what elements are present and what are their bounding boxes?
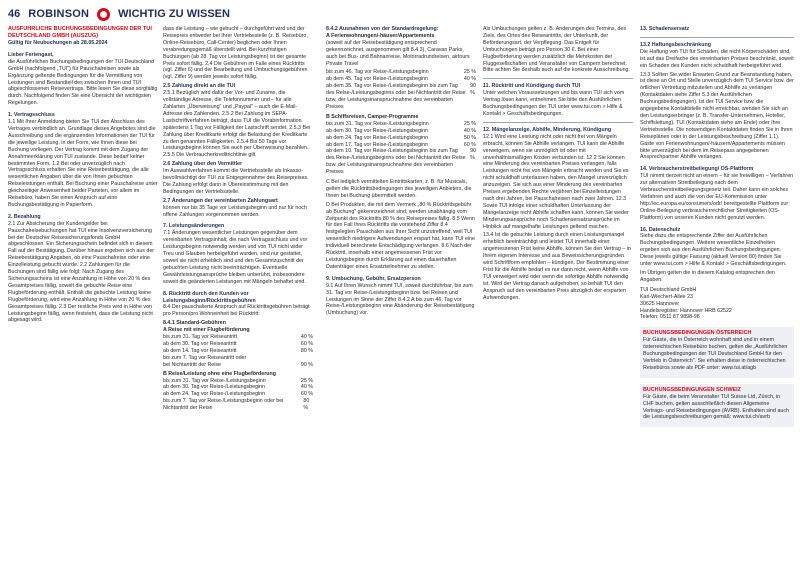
- fee-row: ab dem 30. Tag vor Reise-/Leistungsbeginn 40 %: [163, 384, 313, 391]
- heading-zahlung-direkt: 2.5 Zahlung direkt an die TUI: [163, 83, 236, 90]
- fee-row: ab dem 30. Tag vor Reiseantritt 60 %: [163, 340, 313, 347]
- heading-bezahlung: 2. Bezahlung: [8, 213, 41, 220]
- text-ruecktritt-tui: Unter welchen Voraussetzungen und bis wann TUI sich vom Vertrag lösen kann, entnehmen Sie bitte den Ausführlichen Buchungsbedingungen der TUI unter www.tui.com > Hilfe & Kontakt > Geschäftsbedingungen.: [483, 90, 625, 117]
- text-beanstandung: 13.3 Sollten Sie wider Erwarten Grund zur Beanstandung haben, ist diese an Ort und Stelle unverzüglich dem TUI Service bzw. der örtlichen Vertretung mitzuteilen und Abhilfe zu verlangen (Kontaktdaten siehe Ziffer 5.3 der Ausführlichen Buchungsbedingungen). Ist der TUI Service bzw. die angegebene Kontaktstelle nicht erreichbar, wenden Sie sich an den Leistungserbringer (z. B. Transfer-Unternehmen, Hotelier, Schiffsleitung). TUI (Kontaktdaten siehe am Ende) oder Ihre Vertriebsstelle. Die notwendigen Kontaktdaten finden Sie in Ihren Reiseplänen oder in der Leistungsbeschreibung (Ziffer 1.1). Gäste von Ferienwohnungen/-häusern/Appartements müssen bitte unverzüglich bei dem im Reisepass angegebenen Ansprechpartner Abhilfe verlangen.: [640, 71, 794, 161]
- fee-row: ab dem 17. Tag vor Reise-/Leistungsbeginn 60 %: [326, 141, 476, 148]
- box-oesterreich: [640, 327, 794, 377]
- fee-row: ab dem 24. Tag vor Reise-/Leistungsbeginn 60 %: [163, 391, 313, 398]
- heading-schiffsreisen: B Schiffsreisen, Camper-Programme: [326, 113, 419, 120]
- column-2: [163, 26, 313, 560]
- address-line: Handelsregister: Hannover HRB 62522: [640, 307, 732, 314]
- intro-text: die Ausführlichen Buchungsbedingungen der TUI Deutschland GmbH (nachfolgend „TUI") für Pauschalreisen sowie als Ergänzung geltende Bedingungen für die Vermittlung von Leistungen sind Bestandteil des zwischen Ihnen und TUI abgeschlossenen Reisevertrags. Bitte lesen Sie diese sorgfältig durch. Nachfolgend finden Sie eine Übersicht der wichtigsten Regelungen.: [8, 58, 158, 107]
- document-title: AUSFÜHRLICHE BUCHUNGSBEDINGUNGEN DER TUI DEUTSCHLAND GMBH (AUSZUG): [8, 26, 152, 39]
- address-line: TUI Deutschland GmbH: [640, 286, 697, 293]
- heading-flug: A Reise mit einer Flugbeförderung: [163, 327, 250, 334]
- heading-zahlung-vermittler: 2.6 Zahlung über den Vermittler: [163, 161, 243, 168]
- heading-leistungsaenderungen: 7. Leistungsänderungen: [163, 223, 225, 230]
- divider: [483, 78, 633, 79]
- heading-umbuchung: 9. Umbuchung, Gebühr, Ersatzperson: [326, 275, 421, 282]
- address-line: 30625 Hannover: [640, 300, 680, 307]
- address-line: Karl-Wiechert-Allee 23: [640, 293, 693, 300]
- heading-streitbeilegung: 14. Verbraucherstreitbeilegung/ OS-Plattform: [640, 166, 754, 173]
- heading-haftung: 13.2 Haftungsbeschränkung: [640, 41, 711, 48]
- box-oesterreich-title: BUCHUNGSBEDINGUNGEN ÖSTERREICH: [643, 330, 752, 337]
- section-title: WICHTIG ZU WISSEN: [118, 8, 230, 20]
- divider: [640, 37, 794, 38]
- text-datenschutz: Siehe dazu die entsprechende Ziffer der Ausführlichen Buchungsbedingungen. Weitere wesentliche Einzelheiten ergeben sich aus den Ausführlichen Buchungsbedingungen. Diese jeweils gültige Fassung (aktuell Version 80) finden Sie unter www.tui.com > Hilfe & Kontakt > Geschäftsbedingungen.: [640, 233, 787, 268]
- text-ferienwohnungen: (soweit auf der Reisebestätigung entsprechend gekennzeichnet, ausgenommen gilt 8.4.3), Caravan Parks, auch bei Bus- und Bahnanreise, Motorradrundreisen, airtours Private Travel: [326, 39, 470, 67]
- fee-row: bis zum 7. Tag vor Reise-/Leistungsbeginn oder bei Nichtantritt der Reise 80 %: [163, 398, 310, 412]
- heading-ruecktritt: 8. Rücktritt durch den Kunden vor Leistungsbeginn/Rücktrittsgebühren: [163, 290, 256, 304]
- text-produkte: D Bei Produkten, die mit dem Vermerk „80 % Rücktrittsgebühr ab Buchung" gekennzeichnet sind, werden unabhängig vom Zeitpunkt des Rücktritts 80 % des Reisepreises fällig. 8.5 Wenn für den Fall Ihres Rücktritts die vorstehend Ziffer 8.4 festgelegten Pauschalen aus Ihrer Sicht unzutreffend, weil TUI wesentlich niedrigere Aufwendungen erspart hat, kann TUI eine individuell berechnete Entschädigung verlangen. 8.6 Nach der Rücktritt, innerhalb einer angemessenen Frist vor Leistungsbeginn durch Erklärung auf einen dauerhaften Datenträger einen Ersatzteilnehmer zu stellen.: [326, 201, 475, 270]
- heading-ohne-flug: B Reise/Leistung ohne eine Flugbeförderung: [163, 370, 277, 377]
- text-umbuchungen: Als Umbuchungen gelten z. B. Änderungen des Termins, des Ziels, des Ortes des Reiseantritts, der Unterkunft, der Beförderungsart, der Verpflegung. Das Entgelt für Umbuchungen beträgt pro Person 30 €. Bei einer Flugbeförderung werden zusätzlich die Mehrkosten der Fluggesellschaften und Veranstalter von Campern berechnet. Bitte achten Sie deshalb auch auf die konkrete Ausschreibung.: [483, 26, 630, 74]
- fee-row: ab dem 10. Tag vor Reise-/Leistungsbeginn bis zum Tag des Reise-/Leistungsbeginns oder bei Nichtantritt der Reise bzw. der Leistungsinanspruchnahme des vereinbarten Preises 90 %: [326, 148, 476, 176]
- divider: [483, 122, 633, 123]
- heading-datenschutz: 16. Datenschutz: [640, 226, 681, 233]
- box-oesterreich-text: Für Gäste, die in Österreich wohnhaft sind und in einem österreichischen Reisebüro buchen, gelten die „Ausführlichen Buchungsbedingungen der TUI Deutschland GmbH für den Vertrieb in Österreich". Sie erhalten diese in österreichischen Reisebüros sowie als PDF unter: www.tui.at/agb: [643, 337, 788, 371]
- text-leistungsaenderungen: 7.1 Änderungen wesentlicher Leistungen gegenüber dem vereinbarten Vertragsinhalt, die nach Vertragsschluss und vor Leistungsbeginn notwendig werden und von TUI nicht wider Treu und Glauben herbeigeführt wurden, sind nur gestattet, soweit sie nicht erheblich sind und den Gesamtzuschnitt der gebuchten Leistung nicht beeinträchtigen. Eventuelle Gewährleistungsansprüche bleiben unberührt, insbesondere soweit die geänderten Leistungen mit Mängeln behaftet sind.: [163, 230, 308, 285]
- page-header: [8, 6, 230, 22]
- company-address: [640, 287, 794, 322]
- text-maengelanzeige: 12.1 Wird eine Leistung nicht oder nicht frei von Mängeln erbracht, können Sie Abhilfe verlangen. TUI kann die Abhilfe verweigern, wenn sie unmöglich ist oder mit unverhältnismäßigen Kosten verbunden ist. 12.2 Sie können eine Minderung des vereinbarten Preises verlangen, falls Leistungen nicht frei von Mängeln erbracht werden und Sie es nicht schuldhaft unterlassen haben, den Mangel unverzüglich anzuzeigen. Sie sich aus einer Minderung des vereinbarten Preises ergebenden Rechte verjähren bei Einzelleistungen nach drei Jahren, bei Pauschalreisen nach zwei Jahren. 12.3 Sowie TUI infolge einer schuldhaften Unterlassung der Mängelanzeige nicht Abhilfe schaffen kann, können Sie weder Minderungsansprüche noch Schadensersatzansprüche im Hinblick auf mangelhafte Leistungen geltend machen.: [483, 133, 629, 230]
- text-katalog: Im Übrigen gelten die in diesem Katalog entsprechen den Angaben.: [640, 270, 775, 283]
- text-haftung: Die Haftung von TUI für Schäden, die nicht Körperschäden sind, ist auf das Dreifache des vereinbarten Preises beschränkt, soweit ein Schaden des Kunden nicht schuldhaft herbeigeführt wird.: [640, 48, 794, 69]
- greeting: Lieber Feriengast,: [8, 51, 54, 58]
- fee-row: ab dem 30. Tag vor Reise-/Leistungsbeginn 40 %: [326, 127, 476, 134]
- fee-row: ab dem 45. Tag vor Reise-/Leistungsbeginn 40 %: [326, 76, 476, 83]
- text-vertragsschluss: 1.1 Mit Ihrer Anmeldung bieten Sie TUI den Abschluss des Vertrages verbindlich an. Grundlage dieses Angebotes sind die Ausschreibung und die ergänzenden Informationen der TUI für die jeweilige Leistung, in der Form, wie Ihnen diese bei Buchung vorliegen. Der Vertrag kommt mit dem Zugang der Annahmeerklärung von TUI zustande. Diese bedarf keiner bestimmten Form. 1.2 Bei oder unverzüglich nach Vertragsschluss erhalten Sie eine Reisebestätigung, die alle wesentlichen Angaben über die von Ihnen gebuchten Reiseleistungen enthält. Bei Buchung einer Pauschalreise unter gleichzeitiger Anwesenheit beider Parteien, vor allem im Reisebüro, haben Sie einen Anspruch auf eine Buchungsbestätigung in Papierform.: [8, 119, 158, 208]
- fee-row: bis zum 46. Tag vor Reise-/Leistungsbeginn 25 %: [326, 69, 476, 76]
- fee-row: bei Nichtantritt der Reise 90 %: [163, 361, 313, 368]
- text-ruecktritt: 8.4 Der pauschalierte Anspruch auf Rücktrittsgebühren beträgt pro Person/pro Wohneinheit bei Rücktritt:: [163, 304, 310, 318]
- fee-row: ab dem 14. Tag vor Reiseantritt 80 %: [163, 347, 313, 354]
- page-number: 46: [8, 8, 21, 20]
- box-schweiz-title: BUCHUNGSBEDINGUNGEN SCHWEIZ: [643, 386, 741, 393]
- heading-ausnahmen: 8.4.2 Ausnahmen von der Standardregelung:: [326, 26, 439, 32]
- text-zahlung-vermittler: Im Auswahlverfahren kommt die Vertriebsstelle als Inkasso-bevollmächtigt der TUI zur Entgegennahme des Reisepreises. Die Zahlung erfolgt dann in Übereinstimmung mit den Bedingungen der Vertriebsstelle.: [163, 168, 309, 195]
- brand-name: ROBINSON: [28, 8, 90, 20]
- text-zahlungsart: können nur bis 35 Tage vor Leistungsbeginn und nur für noch offene Zahlungen vorgenommen werden.: [163, 204, 307, 218]
- fee-row: ab dem 35. Tag vor Reise-/Leistungsbeginn bis zum Tag des Reise-/Leistungsbeginns oder bei Nichtantritt der Reise bzw. der Leistungsinanspruchnahme des vereinbarten Preises 90 %: [326, 83, 476, 110]
- column-3: [326, 26, 476, 560]
- column-1: [8, 26, 158, 560]
- fee-row: ab dem 24. Tag vor Reise-/Leistungsbeginn 50 %: [326, 134, 476, 141]
- heading-ruecktritt-tui: 11. Rücktritt und Kündigung durch TUI: [483, 83, 581, 90]
- box-schweiz-text: Für Gäste, die beim Veranstalter TUI Suisse Ltd, Zürich, in CHF buchen, gelten ausschließlich diesen Allgemeine Vertrags- und Reisebedingungen (AVRB). Enthalten sind auch die Leistungsbeschreibungen gemäß: www.tui.ch/avrb: [643, 393, 789, 421]
- heading-zahlungsart: 2.7 Änderungen der vereinbarten Zahlungsart: [163, 197, 278, 204]
- text-eintrittskarten: C Bei lediglich vermittelten Eintrittskarten, z. B. für Musicals, gelten die Rücktrittsbedingungen des jeweiligen Anbieters, die Ihnen bei Buchung übermittelt werden.: [326, 179, 472, 199]
- heading-schadensersatz: 13. Schadensersatz: [640, 26, 690, 32]
- address-line: Telefon: 0511 87 9898-98: [640, 314, 700, 321]
- column-4: [483, 26, 633, 560]
- column-5: [640, 26, 794, 560]
- fee-row: bis zum 31. Tag vor Reiseantritt 40 %: [163, 334, 313, 341]
- validity-note: Gültig für Neubuchungen ab 28.05.2024: [8, 40, 108, 46]
- text-bezahlung: 2.1 Zur Absicherung der Kundengelder bei Pauschalreisebuchungen hat TUI eine Insolvenzversicherung bei der Deutscher Reisesicherungsfonds GmbH abgeschlossen. Ein Sicherungsschein befindet sich in diesem Fall auf der Bestätigung. Darüber hinaus ergeben sich aus der Reisebestätigung Angaben, ob eine Pauschalreise oder eine Einzelleistung gebucht wurde. 2.2 Zahlungen für die Buchungen sind fällig wie folgt: Nach Zugang des Sicherungsscheins ist eine Anzahlung in Höhe von 20 % des Gesamtpreises fällig, soweit die gebuchte Reise eine Flugbeförderung enthält. Enthält die gebuchte Leistung keine Flugbeförderung, wird eine Anzahlung in Höhe von 20 % des Gesamtpreises fällig. 2.3 Der restliche Preis wird in Höhe von Leistungsbeginn fällig, wenn feststeht, dass die Leistung nicht abgesagt wird.: [8, 220, 155, 324]
- brand-logo-icon: [97, 8, 110, 21]
- fee-row: bis zum 31. Tag vor Reise-/Leistungsbeginn 25 %: [163, 377, 313, 384]
- heading-maengelanzeige: 12. Mängelanzeige, Abhilfe, Minderung, Kündigung: [483, 126, 612, 133]
- text-zahlung: dass die Leistung – wie gebucht – durchgeführt wird und der Reisepreis entweder bei Ihrer Vertriebsstelle (z. B. Reisebüro, Online-Reisebüro, Call-Center) beglichen oder Ihnen verabredungsgemäß überstellt wird. Bei kurzfristigen Buchungen (ab 28. Tag vor Leistungsbeginn) ist der gesamte Preis sofort fällig. 2.4 Die Gebühren im Falle eines Rücktritts (vgl. Ziffer 6) und der Bearbeitung und Umbuchungsgebühren (vgl. Ziffer 9) werden jeweils sofort fällig.: [163, 26, 308, 81]
- text-umbuchung: 9.1 Auf Ihren Wunsch nimmt TUI, soweit durchführbar, bis zum 31. Tag vor Reise-/Leistungsbeginn bzw. bei Reisen und Leistungen im Sinne der Ziffer 8.4.2 A bis zum 46. Tag vor Reise-/Leistungsbeginn eine Abänderung der Reisebestätigung (Umbuchung) vor.: [326, 282, 475, 317]
- text-kuendigung: 13.4 Ist die gebuchte Leistung durch einen Leistungsmangel erheblich beeinträchtigt und leistet TUI innerhalb einer angemessenen Frist keine Abhilfe, können Sie den Vertrag – in Ihrem eigenen Interesse und aus Beweissicherungsgründen wird Schriftform empfohlen – kündigen. Der Bestimmung einer Frist für die Abhilfe bedarf es nur dann nicht, wenn Abhilfe von TUI verweigert wird oder wenn die sofortige Abhilfe notwendig ist. Wird der Vertrag danach aufgehoben, so behält TUI den Anspruch auf den vereinbarten Preis abzüglich der ersparten Aufwendungen.: [483, 232, 631, 301]
- box-schweiz: [640, 384, 794, 428]
- text-streitbeilegung: TUI nimmt derzeit nicht an einem – für sie freiwilligen – Verfahren zur alternativen Streitbeilegung nach dem Verbraucherstreitbeilegungsgesetz teil. Daher kann ein solches Verfahren und auch die von der EU-Kommission unter http://ec.europa.eu/consumers/odr/ bereitgestellte Plattform zur Online-Beilegung verbraucherrechtlicher Streitigkeiten (OS-Plattform) von unseren Kunden nicht genutzt werden.: [640, 173, 794, 221]
- fee-row: bis zum 31. Tag vor Reise-/Leistungsbeginn 25 %: [326, 120, 476, 127]
- heading-ferienwohnungen: A Ferienwohnungen/-häuser/Appartements: [326, 32, 435, 39]
- heading-standard-gebuehren: 8.4.1 Standard-Gebühren: [163, 320, 226, 327]
- text-zahlung-direkt: 2.5.1 Bezüglich wird dafür der Vor- und Zuname, die vollständige Adresse, die Telefonnummer und – für alle Zahlarten „Überweisung" und „Paypal" – auch die E-Mail-Adresse des Zahlenden. 2.5.2 Bei Zahlung im SEPA-Lastschriftverfahren beträgt, dass TUI die Vorabinformation spätestens 1 Tag vor Fälligkeit der Lastschrift sendet. 2.5.3 Bei Zahlung über Kreditkarte erfolgt die Belastung der Kreditkarte zu den genannten Fälligkeiten. 2.5.4 Bis 50 Tage vor Leistungsbeginn können Sie auch per Überweisung bezahlen. 2.5.5 Die Verbraucherkreditrichtlinie gilt.: [163, 90, 311, 159]
- fee-row: bis zum 7. Tag vor Reiseantritt oder: [163, 354, 247, 361]
- heading-vertragsschluss: 1. Vertragsschluss: [8, 112, 55, 119]
